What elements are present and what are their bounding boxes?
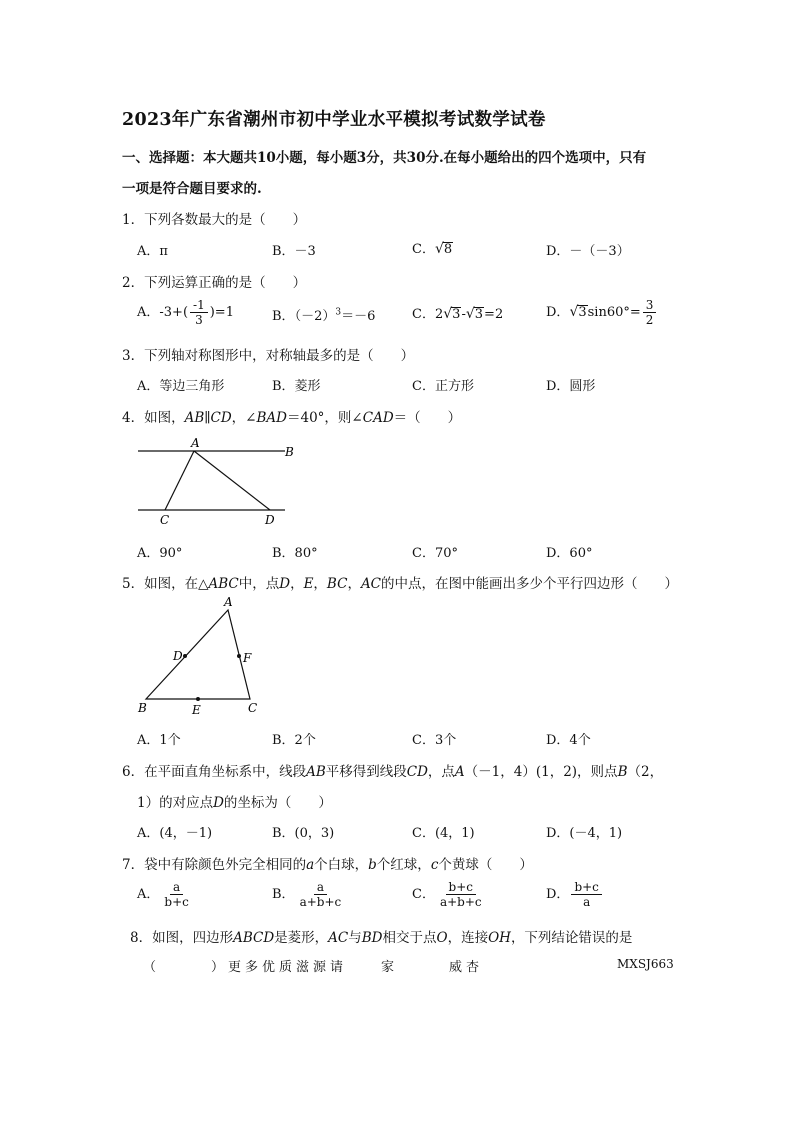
q5-point-e [196, 697, 200, 701]
q7-option-d: D． $\frac{b+c}{a}$ [546, 880, 604, 909]
q1-c-radicand: 8 [443, 242, 453, 257]
q5-label-e: E [192, 703, 201, 717]
section-header-line2: 一项是符合题目要求的. [122, 181, 262, 197]
q4-label-d: D [265, 513, 275, 527]
q4-figure [130, 432, 310, 532]
q2-a-fraction: $\frac{-1}{3}$ [190, 298, 208, 327]
q2-option-c: C．2√3-√3=2 [412, 306, 504, 322]
q4-option-d: D．60° [546, 546, 593, 561]
q5-option-a: A．1个 [137, 733, 181, 748]
q2-d-fraction: $\frac{3}{2}$ [643, 298, 657, 327]
q7-option-a: A． $\frac{a}{b+c}$ [137, 880, 189, 909]
q5-label-a: A [224, 595, 233, 609]
q4-stem: 4．如图，AB∥CD，∠BAD＝40°，则∠CAD＝（ ） [122, 410, 462, 426]
q3-option-a: A．等边三角形 [137, 379, 225, 394]
q5-stem: 5．如图，在△ABC中，点D，E，BC，AC的中点，在图中能画出多少个平行四边形（ ） [122, 576, 679, 592]
q5-point-f [237, 654, 241, 658]
q5-label-d: D [173, 649, 183, 663]
q6-stem-line1: 6．在平面直角坐标系中，线段AB平移得到线段CD，点A（－1，4）(1，2)，则点B（2， [122, 764, 664, 780]
q3-option-c: C．正方形 [412, 379, 474, 394]
q2-option-a: A．-3+( $\frac{-1}{3}$ )=1 [137, 298, 234, 327]
q7-option-b: B． $\frac{a}{a+b+c}$ [272, 880, 342, 909]
q5-label-c: C [248, 701, 258, 715]
page-title: 2023年广东省潮州市初中学业水平模拟考试数学试卷 [122, 110, 546, 130]
q2-option-d: D．√3sin60°= $\frac{3}{2}$ [546, 298, 658, 327]
footer-text: （ ）更多优质滋源请 家 威杏 [143, 960, 484, 975]
q4-label-b: B [285, 445, 294, 459]
q4-option-c: C．70° [412, 546, 458, 561]
q4-label-a: A [191, 436, 200, 450]
q5-point-d [183, 654, 187, 658]
q6-stem-line2: 1）的对应点D的坐标为（ ） [137, 795, 332, 811]
q5-option-c: C．3个 [412, 733, 457, 748]
q4-option-b: B．80° [272, 546, 318, 561]
q6-option-b: B．(0，3) [272, 826, 335, 841]
q4-label-c: C [160, 513, 170, 527]
q6-option-d: D．(－4，1) [546, 826, 623, 841]
q4-segment-ac [165, 451, 194, 510]
q2-stem: 2．下列运算正确的是（ ） [122, 275, 307, 291]
q6-option-a: A．(4，－1) [137, 826, 213, 841]
q5-option-b: B．2个 [272, 733, 316, 748]
q5-option-d: D．4个 [546, 733, 591, 748]
q5-label-b: B [138, 701, 147, 715]
q5-triangle-abc [146, 610, 250, 699]
q4-segment-ad [194, 451, 270, 510]
q7-option-c: C． $\frac{b+c}{a+b+c}$ [412, 880, 482, 909]
q1-stem: 1．下列各数最大的是（ ） [122, 212, 307, 228]
q3-stem: 3．下列轴对称图形中，对称轴最多的是（ ） [122, 348, 415, 364]
q5-label-f: F [243, 651, 252, 665]
q2-option-b: B．$(-2)^3=-6$ [272, 307, 376, 324]
footer-code: MXSJ663 [617, 957, 674, 971]
q5-figure [130, 594, 280, 719]
q7-stem: 7．袋中有除颜色外完全相同的a个白球，b个红球，c个黄球（ ） [122, 857, 533, 873]
q1-option-c: C．√8 [412, 241, 453, 257]
section-header-line1: 一、选择题：本大题共10小题，每小题3分，共30分.在每小题给出的四个选项中，只有 [122, 150, 647, 166]
q3-option-b: B．菱形 [272, 379, 321, 394]
q1-option-b: B．－3 [272, 244, 316, 259]
q8-stem: 8．如图，四边形ABCD是菱形，AC与BD相交于点O，连接OH，下列结论错误的是 [130, 930, 633, 946]
q3-option-d: D．圆形 [546, 379, 596, 394]
q6-option-c: C．(4，1) [412, 826, 475, 841]
q4-option-a: A．90° [137, 546, 183, 561]
q1-option-a: A．π [137, 244, 168, 259]
q1-option-d: D．－（－3） [546, 244, 630, 259]
